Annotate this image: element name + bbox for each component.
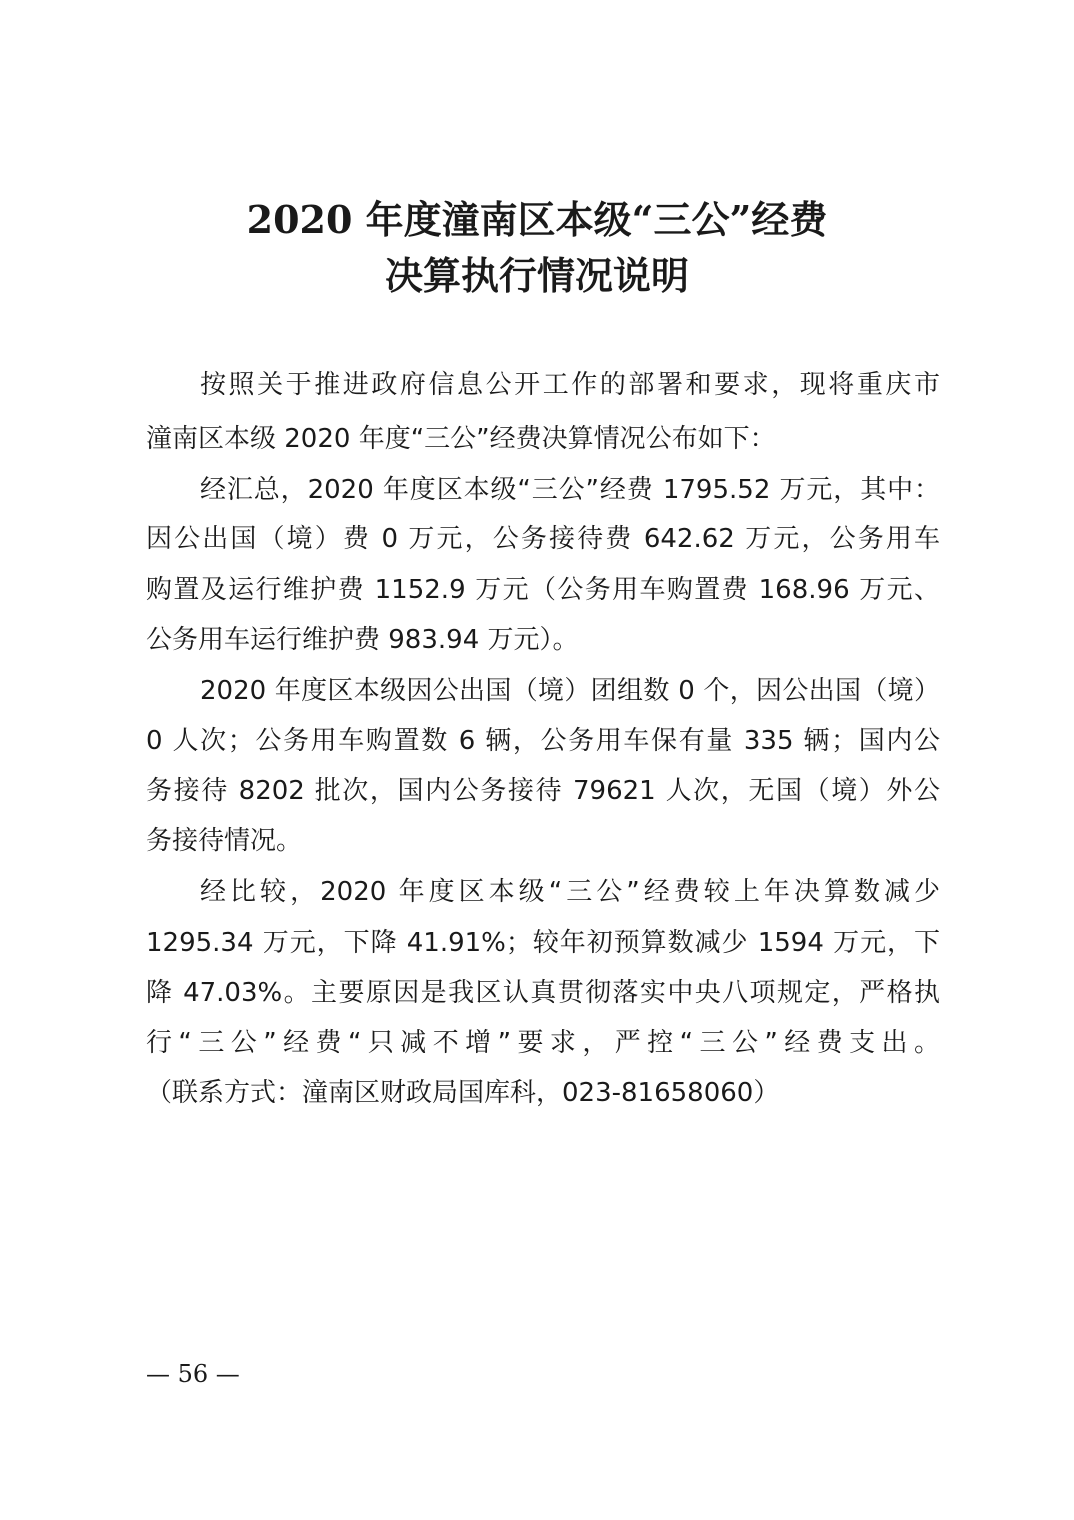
paragraph-2-line-2: 因公出国（境）费 0 万元，公务接待费 642.62 万元，公务用车	[146, 524, 940, 554]
paragraph-2-line-4: 公务用车运行维护费 983.94 万元）。	[146, 625, 579, 655]
document-title-line-2: 决算执行情况说明	[384, 253, 689, 298]
contact-info: （联系方式：潼南区财政局国库科，023-81658060）	[146, 1078, 780, 1108]
paragraph-4-line-3: 降 47.03%。主要原因是我区认真贯彻落实中央八项规定，严格执	[146, 978, 940, 1008]
paragraph-3-line-2: 0 人次；公务用车购置数 6 辆，公务用车保有量 335 辆；国内公	[146, 726, 940, 756]
paragraph-4-line-2: 1295.34 万元，下降 41.91%；较年初预算数减少 1594 万元，下	[146, 928, 940, 958]
paragraph-2-line-3: 购置及运行维护费 1152.9 万元（公务用车购置费 168.96 万元、	[146, 575, 940, 605]
paragraph-2-line-1: 经汇总，2020 年度区本级“三公”经费 1795.52 万元，其中：	[200, 475, 940, 505]
paragraph-4-line-4: 行“三公”经费“只减不增”要求，严控“三公”经费支出。	[146, 1028, 940, 1058]
paragraph-3-line-4: 务接待情况。	[146, 826, 303, 856]
paragraph-4-line-1: 经比较，2020 年度区本级“三公”经费较上年决算数减少	[200, 877, 940, 907]
paragraph-1-line-1: 按照关于推进政府信息公开工作的部署和要求，现将重庆市	[200, 370, 940, 400]
paragraph-1-line-2: 潼南区本级 2020 年度“三公”经费决算情况公布如下：	[146, 424, 776, 454]
document-title-line-1: 2020 年度潼南区本级“三公”经费	[246, 197, 828, 242]
paragraph-3-line-1: 2020 年度区本级因公出国（境）团组数 0 个，因公出国（境）	[200, 676, 940, 706]
paragraph-3-line-3: 务接待 8202 批次，国内公务接待 79621 人次，无国（境）外公	[146, 776, 940, 806]
page-number: — 56 —	[146, 1360, 240, 1388]
